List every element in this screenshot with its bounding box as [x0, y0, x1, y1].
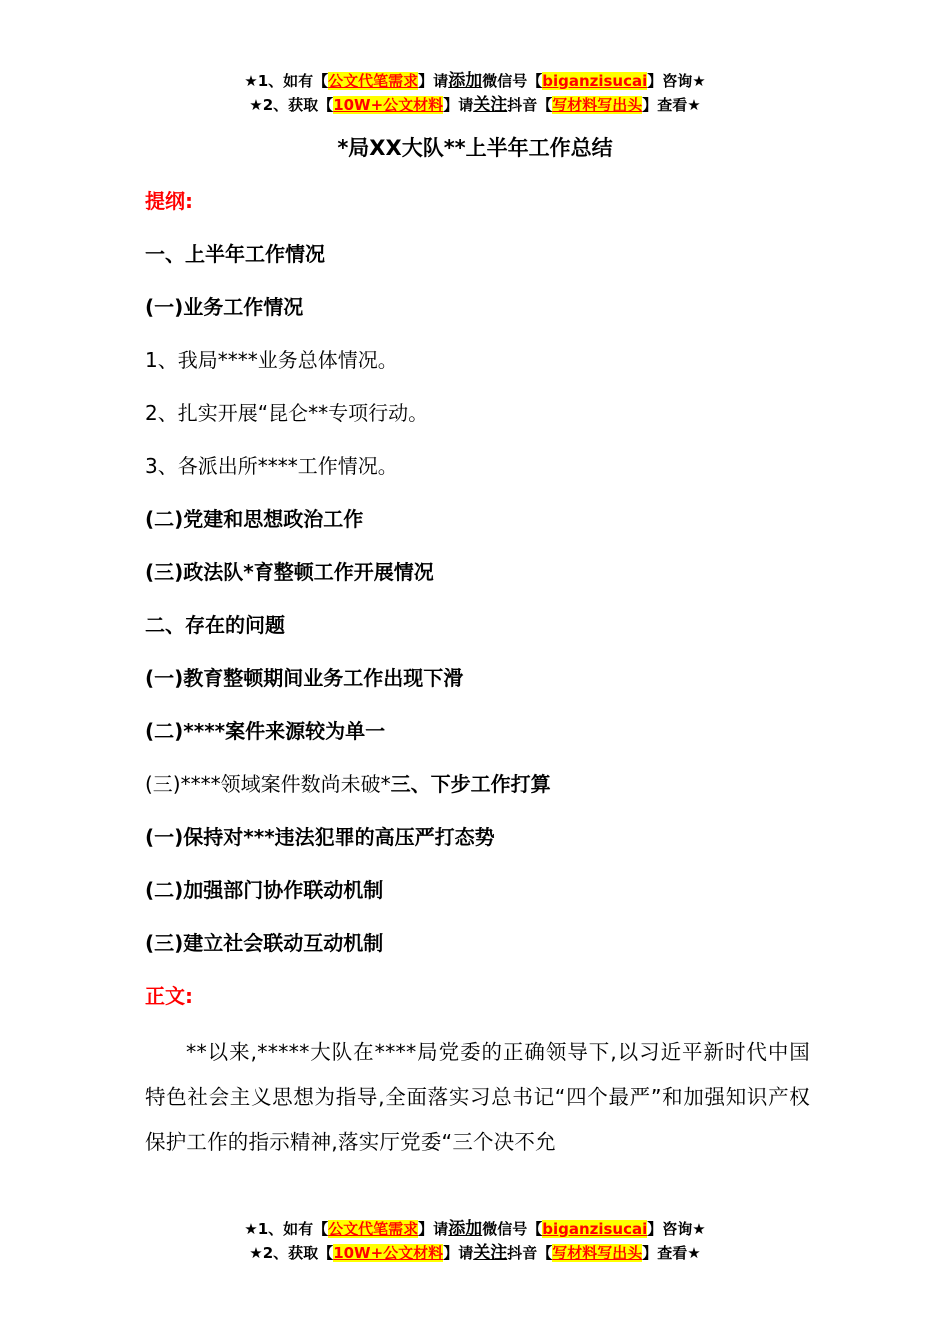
promo-emphasis: 添加 — [448, 1219, 483, 1239]
promo-highlight: 公文代笔需求 — [328, 72, 419, 90]
promo-douyin-id: 写材料写出头 — [552, 1244, 643, 1262]
promo-emphasis: 关注 — [473, 1243, 508, 1263]
outline-section — [145, 185, 825, 1033]
promo-line-2 — [0, 93, 950, 117]
promo-text: 】咨询★ — [647, 1220, 706, 1238]
section-heading: 二、存在的问题 — [145, 613, 285, 637]
body-heading: 正文: — [145, 984, 193, 1008]
promo-emphasis: 添加 — [448, 71, 483, 91]
subsection-heading: (二)****案件来源较为单一 — [145, 719, 386, 743]
promo-douyin-id: 写材料写出头 — [552, 96, 643, 114]
promo-wechat-id: biganzisucai — [542, 1220, 648, 1238]
outline-item: 2、扎实开展“昆仑**专项行动。 — [145, 401, 429, 425]
promo-text: 】请 — [418, 1220, 449, 1238]
outline-heading: 提纲: — [145, 189, 193, 213]
promo-text: 】请 — [443, 1244, 474, 1262]
promo-text: 】请 — [418, 72, 449, 90]
promo-text: 微信号【 — [482, 1220, 543, 1238]
promo-text: ★1、如有【 — [244, 1220, 329, 1238]
body-paragraph: **以来,*****大队在****局党委的正确领导下,以习近平新时代中国特色社会主义思想为指导,全面落实习总书记“四个最严”和加强知识产权保护工作的指示精神,落实厅党委“三个决不允 — [145, 1040, 810, 1154]
promo-text: 抖音【 — [507, 1244, 553, 1262]
subsection-heading: (一)业务工作情况 — [145, 295, 304, 319]
promo-footer — [0, 1217, 950, 1265]
promo-highlight: 10W+公文材料 — [333, 96, 444, 114]
subsection-heading: (三)政法队*育整顿工作开展情况 — [145, 560, 434, 584]
promo-highlight: 公文代笔需求 — [328, 1220, 419, 1238]
subsection-heading: (一)保持对***违法犯罪的高压严打态势 — [145, 825, 495, 849]
promo-text: 抖音【 — [507, 96, 553, 114]
subsection-heading: (二)党建和思想政治工作 — [145, 507, 364, 531]
subsection-heading: (二)加强部门协作联动机制 — [145, 878, 384, 902]
promo-line-2 — [0, 1241, 950, 1265]
document-title: *局XX大队**上半年工作总结 — [337, 136, 613, 160]
promo-text: 】请 — [443, 96, 474, 114]
promo-text: ★2、获取【 — [249, 96, 334, 114]
promo-text: 】查看★ — [642, 96, 701, 114]
promo-emphasis: 关注 — [473, 95, 508, 115]
promo-text: 微信号【 — [482, 72, 543, 90]
promo-highlight: 10W+公文材料 — [333, 1244, 444, 1262]
promo-line-1 — [0, 1217, 950, 1241]
outline-mixed-row — [145, 768, 825, 821]
promo-text: ★1、如有【 — [244, 72, 329, 90]
promo-wechat-id: biganzisucai — [542, 72, 648, 90]
outline-item: (三)****领域案件数尚未破* — [145, 772, 391, 796]
subsection-heading: (一)教育整顿期间业务工作出现下滑 — [145, 666, 464, 690]
subsection-heading: (三)建立社会联动互动机制 — [145, 931, 384, 955]
outline-item: 1、我局****业务总体情况。 — [145, 348, 398, 372]
outline-item: 3、各派出所****工作情况。 — [145, 454, 398, 478]
promo-header — [0, 69, 950, 117]
promo-line-1 — [0, 69, 950, 93]
section-heading: 一、上半年工作情况 — [145, 242, 325, 266]
promo-text: 】查看★ — [642, 1244, 701, 1262]
promo-text: ★2、获取【 — [249, 1244, 334, 1262]
section-heading: 三、下步工作打算 — [390, 772, 551, 796]
promo-text: 】咨询★ — [647, 72, 706, 90]
